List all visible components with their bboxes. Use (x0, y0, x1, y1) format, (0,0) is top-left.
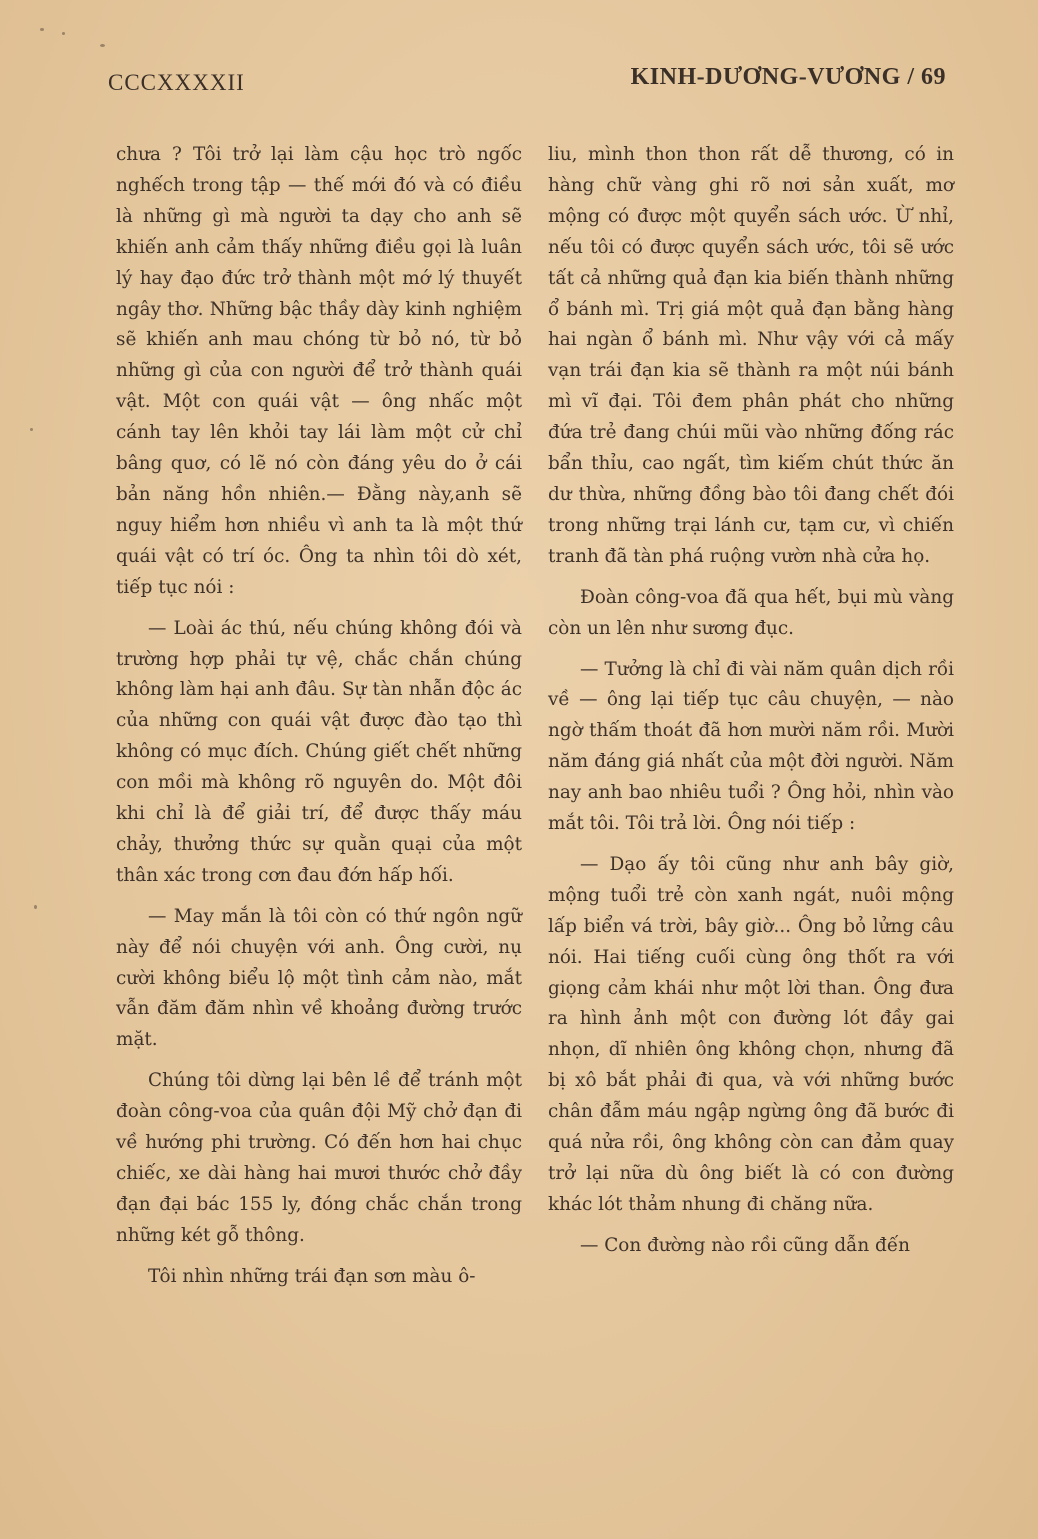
right-text-column (548, 140, 954, 1262)
scan-speck (40, 28, 44, 31)
paragraph: — Tưởng là chỉ đi vài năm quân dịch rồi về — ông lại tiếp tục câu chuyện, — nào ngờ thấm thoát đã hơn mười năm rồi. Mười năm đáng giá nhất của một đời người. Năm nay anh bao nhiêu tuổi ? Ông hỏi, nhìn vào mắt tôi. Tôi trả lời. Ông nói tiếp : (548, 658, 954, 835)
paragraph: Tôi nhìn những trái đạn sơn màu ô- (148, 1265, 476, 1287)
paragraph: — Dạo ấy tôi cũng như anh bây giờ, mộng tuổi trẻ còn xanh ngát, nuôi mộng lấp biển vá trời, bây giờ... Ông bỏ lửng câu nói. Hai tiếng cuối cùng ông thốt ra với giọng cảm khái như một lời than. Ông đưa ra hình ảnh một con đường lót đầy gai nhọn, dĩ nhiên ông không chọn, nhưng đã bị xô bắt phải đi qua, và với những bước chân đẫm máu ngập ngừng ông đã bước đi quá nửa rồi, ông không còn can đảm quay trở lại nữa dù ông biết là có con đường khác lót thảm nhung đi chăng nữa. (548, 853, 954, 1215)
paragraph: — Con đường nào rồi cũng dẫn đến (580, 1234, 910, 1256)
scan-speck (30, 428, 33, 431)
paragraph: Chúng tôi dừng lại bên lề để tránh một đoàn công-voa của quân đội Mỹ chở đạn đi về hướng phi trường. Có đến hơn hai chục chiếc, xe dài hàng hai mươi thước chở đầy đạn đại bác 155 ly, đóng chắc chắn trong những két gỗ thông. (116, 1070, 522, 1246)
paragraph: chưa ? Tôi trở lại làm cậu học trò ngốc nghếch trong tập — thế mới đó và có điều là những gì mà người ta dạy cho anh sẽ khiến anh cảm thấy những điều gọi là luân lý hay đạo đức trở thành một mớ lý thuyết ngây thơ. Những bậc thầy dày kinh nghiệm sẽ khiến anh mau chóng từ bỏ nó, từ bỏ những gì của con người để trở thành quái vật. Một con quái vật — ông nhấc một cánh tay lên khỏi tay lái làm một cử chỉ bâng quơ, có lẽ nó còn đáng yêu do ở cái bản năng hồn nhiên.— Đằng này,anh sẽ nguy hiểm hơn nhiều vì anh ta là một thứ quái vật có trí óc. Ông ta nhìn tôi dò xét, tiếp tục nói : (116, 144, 522, 598)
scan-speck (100, 44, 105, 47)
paragraph: Đoàn công-voa đã qua hết, bụi mù vàng còn un lên như sương đục. (548, 586, 954, 639)
paragraph: — May mắn là tôi còn có thứ ngôn ngữ này để nói chuyện với anh. Ông cười, nụ cười không biểu lộ một tình cảm nào, mắt vẫn đăm đăm nhìn về khoảng đường trước mặt. (116, 905, 522, 1051)
page-header (108, 64, 946, 104)
running-title-and-page-number: KINH-DƯƠNG-VƯƠNG / 69 (630, 64, 946, 90)
paragraph: liu, mình thon thon rất dễ thương, có in hàng chữ vàng ghi rõ nơi sản xuất, mơ mộng có được một quyển sách ước. Ừ nhỉ, nếu tôi có được quyển sách ước, tôi sẽ ước tất cả những quả đạn kia biến thành những ổ bánh mì. Trị giá một quả đạn bằng hàng hai ngàn ổ bánh mì. Như vậy với cả mấy vạn trái đạn kia sẽ thành ra một núi bánh mì vĩ đại. Tôi đem phân phát cho những đứa trẻ đang chúi mũi vào những đống rác bẩn thỉu, cao ngất, tìm kiếm chút thức ăn dư thừa, những đồng bào tôi đang chết đói trong những trại lánh cư, tạm cư, vì chiến tranh đã tàn phá ruộng vườn nhà cửa họ. (548, 144, 954, 567)
chapter-number: CCCXXXXII (108, 70, 245, 95)
left-text-column (116, 140, 522, 1293)
scan-speck (62, 32, 65, 35)
paragraph: — Loài ác thú, nếu chúng không đói và trường hợp phải tự vệ, chắc chắn chúng không làm hại anh đâu. Sự tàn nhẫn độc ác của những con quái vật được đào tạo thì không có mục đích. Chúng giết chết những con mồi mà không rõ nguyên do. Một đôi khi chỉ là để giải trí, để được thấy máu chảy, thưởng thức sự quằn quại của một thân xác trong cơn đau đớn hấp hối. (116, 617, 522, 886)
scan-speck (34, 905, 37, 909)
